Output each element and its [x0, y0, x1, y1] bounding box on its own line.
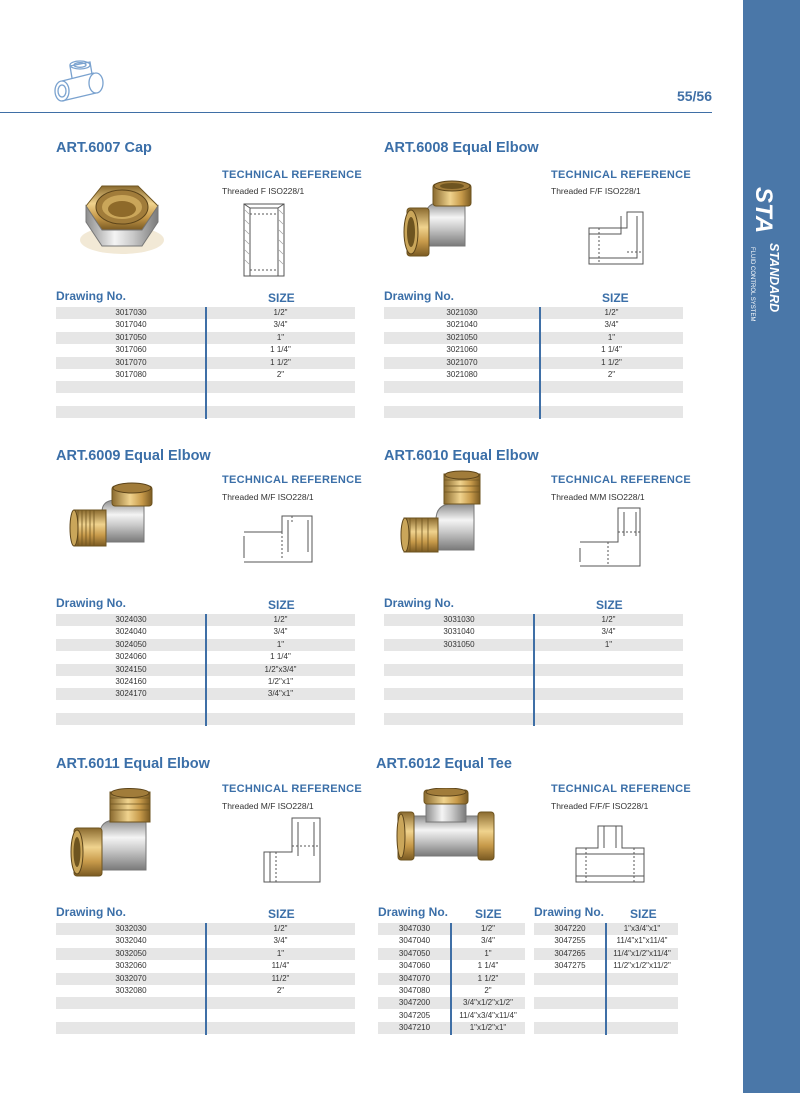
tech-ref-sub-6010: Threaded M/M ISO228/1	[551, 492, 645, 502]
drawing-no-cell: 3017030	[115, 308, 147, 317]
tee-fitting-logo-icon	[50, 60, 112, 106]
drawing-no-cell: 3021050	[446, 332, 478, 342]
drawing-no-cell	[56, 713, 206, 725]
drawing-no-cell: 3047040	[398, 936, 431, 946]
size-cell: 3/4"	[481, 936, 495, 946]
drawing-no-cell: 3017040	[115, 320, 147, 330]
size-cell: 1"	[276, 639, 285, 649]
table-row	[384, 394, 683, 406]
size-cell: 1/2"	[601, 615, 616, 624]
size-header-6010: SIZE	[596, 598, 623, 612]
size-cell: 1/2"x1"	[267, 677, 294, 686]
drawing-no-cell	[384, 676, 534, 688]
size-cell	[606, 997, 678, 1009]
tee-photo	[396, 788, 496, 868]
tech-ref-label-6012: TECHNICAL REFERENCE	[551, 783, 691, 795]
size-cell	[206, 713, 355, 725]
drawing-no-cell	[384, 381, 540, 393]
size-cell: 2"	[607, 370, 616, 379]
drawing-no-cell	[534, 997, 606, 1009]
size-cell: 3/4"x1"	[267, 689, 294, 699]
drawing-no-cell	[56, 701, 206, 713]
size-cell	[534, 701, 683, 713]
size-cell	[606, 985, 678, 997]
table-row	[384, 381, 683, 393]
drawing-no-cell	[534, 973, 606, 985]
size-header-6012: SIZE	[475, 907, 502, 921]
drawing-no-cell	[384, 394, 540, 406]
tech-ref-label-6007: TECHNICAL REFERENCE	[222, 169, 362, 181]
elbow-mf-photo	[68, 482, 164, 554]
size-cell: 3/4"	[273, 627, 288, 637]
drawing-no-cell	[384, 651, 534, 663]
size-cell: 1 1/4"	[270, 652, 291, 662]
drawing-no-cell	[56, 997, 206, 1009]
drawing-no-cell: 3047265	[554, 948, 586, 958]
parts-table-6012-b	[534, 923, 678, 1035]
elbow-mf2-drawing	[262, 816, 326, 886]
brand-logo	[746, 185, 796, 345]
column-divider	[533, 614, 535, 726]
size-cell	[206, 394, 355, 406]
drawing-no-cell: 3047275	[554, 961, 586, 971]
tech-ref-label-6011: TECHNICAL REFERENCE	[222, 783, 362, 795]
drawing-no-cell	[56, 381, 206, 393]
drawing-no-cell	[384, 713, 534, 725]
section-title-6007: ART.6007 Cap	[56, 140, 152, 156]
drawing-no-cell	[384, 406, 540, 418]
header-divider	[0, 112, 712, 113]
drawing-no-cell: 3031030	[443, 615, 475, 624]
drawing-no-cell: 3017070	[115, 357, 147, 367]
size-cell	[534, 664, 683, 676]
size-header-6008: SIZE	[602, 291, 629, 305]
size-cell	[534, 676, 683, 688]
size-cell	[540, 394, 683, 406]
drawing-no-cell	[534, 985, 606, 997]
size-header-6011: SIZE	[268, 907, 295, 921]
parts-table-6011	[56, 923, 355, 1035]
size-cell: 1 1/2"	[270, 357, 291, 367]
column-divider	[205, 614, 207, 726]
size-header-6012-b: SIZE	[630, 907, 657, 921]
drawing-no-header-6008: Drawing No.	[384, 289, 455, 303]
drawing-no-header-6012: Drawing No.	[378, 905, 449, 919]
size-cell: 1"	[604, 639, 613, 649]
drawing-no-cell: 3047255	[554, 936, 586, 946]
size-cell: 1/2"	[273, 924, 288, 933]
size-cell: 11/2"	[271, 973, 290, 983]
section-title-6012: ART.6012 Equal Tee	[376, 756, 512, 772]
drawing-no-cell: 3047070	[398, 973, 431, 983]
size-cell: 1 1/2"	[601, 357, 622, 367]
drawing-no-cell	[56, 394, 206, 406]
drawing-no-cell: 3024160	[115, 677, 147, 686]
drawing-no-cell	[56, 406, 206, 418]
drawing-no-cell	[384, 701, 534, 713]
size-cell: 1"x3/4"x1"	[623, 924, 661, 933]
tech-ref-sub-6009: Threaded M/F ISO228/1	[222, 492, 314, 502]
size-cell	[206, 1022, 355, 1034]
size-cell	[540, 381, 683, 393]
drawing-no-cell: 3021040	[446, 320, 478, 330]
size-cell: 1/2"	[273, 308, 288, 317]
size-cell: 1 1/4"	[477, 961, 499, 971]
drawing-no-cell: 3032070	[115, 973, 147, 983]
size-cell	[534, 688, 683, 700]
tee-drawing	[574, 824, 646, 886]
drawing-no-cell: 3017050	[115, 332, 147, 342]
parts-table-6009	[56, 614, 355, 726]
size-cell: 1"	[276, 948, 285, 958]
size-cell: 1 1/2"	[477, 973, 499, 983]
size-cell: 1 1/4"	[270, 345, 291, 355]
size-cell: 3/4"	[601, 627, 616, 637]
elbow-ff-photo	[403, 178, 485, 268]
size-cell: 11/4"x1/2"x11/4"	[613, 948, 671, 958]
size-cell: 3/4"	[273, 320, 288, 330]
drawing-no-cell: 3032040	[115, 936, 147, 946]
drawing-no-cell: 3024040	[115, 627, 147, 637]
column-divider	[205, 923, 207, 1035]
size-cell: 1"	[484, 948, 492, 958]
drawing-no-cell	[56, 1022, 206, 1034]
table-row	[384, 344, 683, 356]
size-cell: 11/4"x3/4"x11/4"	[459, 1010, 517, 1020]
size-cell: 1/2"	[273, 615, 288, 624]
drawing-no-header-6009: Drawing No.	[56, 596, 127, 610]
table-row	[384, 369, 683, 381]
drawing-no-cell: 3047050	[398, 948, 431, 958]
drawing-no-cell: 3047080	[398, 986, 431, 995]
drawing-no-cell: 3032050	[115, 948, 147, 958]
drawing-no-cell: 3047030	[398, 924, 431, 933]
tech-ref-sub-6008: Threaded F/F ISO228/1	[551, 186, 641, 196]
tech-ref-sub-6012: Threaded F/F/F ISO228/1	[551, 801, 649, 811]
section-title-6009: ART.6009 Equal Elbow	[56, 448, 211, 464]
size-cell: 2"	[276, 370, 285, 379]
elbow-mm-photo	[400, 470, 492, 562]
table-row	[384, 332, 683, 344]
table-row	[384, 307, 683, 319]
tech-ref-label-6009: TECHNICAL REFERENCE	[222, 474, 362, 486]
drawing-no-cell: 3021080	[446, 370, 478, 379]
size-cell	[540, 406, 683, 418]
size-cell	[606, 973, 678, 985]
size-cell: 1/2"	[604, 308, 619, 317]
drawing-no-cell	[534, 1010, 606, 1022]
table-row	[384, 357, 683, 369]
size-cell	[206, 1010, 355, 1022]
parts-table-6010	[384, 614, 683, 726]
brand-tagline: FLUID CONTROL SYSTEM	[749, 247, 755, 322]
page-number: 55/56	[676, 88, 712, 104]
drawing-no-cell: 3024050	[115, 639, 147, 649]
drawing-no-header-6011: Drawing No.	[56, 905, 127, 919]
size-cell: 1"x1/2"x1"	[469, 1023, 507, 1033]
cap-drawing	[240, 200, 288, 280]
elbow-mm-drawing	[578, 506, 650, 570]
tech-ref-sub-6007: Threaded F ISO228/1	[222, 186, 305, 196]
elbow-mf2-photo	[70, 786, 162, 882]
column-divider	[539, 307, 541, 419]
column-divider	[450, 923, 452, 1035]
drawing-no-cell: 3047210	[398, 1023, 431, 1033]
drawing-no-header-6007: Drawing No.	[56, 289, 127, 303]
size-cell	[606, 1010, 678, 1022]
size-cell: 2"	[276, 986, 285, 995]
section-title-6010: ART.6010 Equal Elbow	[384, 448, 539, 464]
size-cell	[206, 406, 355, 418]
table-row	[384, 406, 683, 418]
size-cell	[534, 651, 683, 663]
cap-photo	[72, 180, 168, 258]
size-cell: 1/2"x3/4"	[264, 664, 297, 674]
drawing-no-header-6012-b: Drawing No.	[534, 905, 605, 919]
size-cell: 11/4"	[271, 961, 290, 971]
parts-table-6008	[384, 307, 683, 419]
table-row	[384, 319, 683, 331]
size-header-6007: SIZE	[268, 291, 295, 305]
drawing-no-cell: 3032080	[115, 986, 147, 995]
drawing-no-cell: 3024150	[115, 664, 147, 674]
drawing-no-cell: 3032060	[115, 961, 147, 971]
size-cell: 1"	[276, 332, 285, 342]
drawing-no-cell	[56, 1010, 206, 1022]
drawing-no-cell: 3024170	[115, 689, 147, 699]
size-cell	[534, 713, 683, 725]
drawing-no-cell: 3024030	[115, 615, 147, 624]
drawing-no-cell	[384, 664, 534, 676]
drawing-no-cell: 3021030	[446, 308, 478, 317]
drawing-no-cell: 3047200	[398, 998, 431, 1008]
drawing-no-cell: 3047060	[398, 961, 431, 971]
brand-name: STANDARD	[767, 243, 781, 313]
brand-logo-text: STA	[750, 187, 777, 234]
size-cell	[206, 997, 355, 1009]
size-cell	[206, 701, 355, 713]
column-divider	[605, 923, 607, 1035]
size-cell: 3/4"	[604, 320, 619, 330]
size-header-6009: SIZE	[268, 598, 295, 612]
size-cell: 2"	[484, 986, 492, 995]
size-cell: 11/4"x1"x11/4"	[616, 936, 668, 946]
size-cell: 1"	[607, 332, 616, 342]
drawing-no-header-6010: Drawing No.	[384, 596, 455, 610]
drawing-no-cell: 3024060	[115, 652, 147, 662]
drawing-no-cell	[534, 1022, 606, 1034]
column-divider	[205, 307, 207, 419]
drawing-no-cell	[384, 688, 534, 700]
brand-sidebar	[743, 0, 800, 1093]
tech-ref-label-6008: TECHNICAL REFERENCE	[551, 169, 691, 181]
elbow-mf-drawing	[242, 512, 316, 566]
size-cell	[606, 1022, 678, 1034]
size-cell: 3/4"	[273, 936, 288, 946]
drawing-no-cell: 3017080	[115, 370, 147, 379]
drawing-no-cell: 3021060	[446, 345, 478, 355]
drawing-no-cell: 3032030	[115, 924, 147, 933]
parts-table-6007	[56, 307, 355, 419]
size-cell: 1 1/4"	[601, 345, 622, 355]
section-title-6008: ART.6008 Equal Elbow	[384, 140, 539, 156]
parts-table-6012	[378, 923, 525, 1035]
tech-ref-label-6010: TECHNICAL REFERENCE	[551, 474, 691, 486]
drawing-no-cell: 3031040	[443, 627, 475, 637]
section-title-6011: ART.6011 Equal Elbow	[56, 756, 210, 772]
size-cell: 11/2"x1/2"x11/2"	[613, 961, 671, 971]
drawing-no-cell: 3021070	[446, 357, 478, 367]
drawing-no-cell: 3017060	[115, 345, 147, 355]
tech-ref-sub-6011: Threaded M/F ISO228/1	[222, 801, 314, 811]
drawing-no-cell: 3047205	[398, 1010, 431, 1020]
drawing-no-cell: 3047220	[554, 924, 586, 933]
size-cell: 1/2"	[481, 924, 495, 933]
drawing-no-cell: 3031050	[443, 639, 475, 649]
elbow-ff-drawing	[583, 208, 647, 268]
size-cell: 3/4"x1/2"x1/2"	[463, 998, 513, 1008]
size-cell	[206, 381, 355, 393]
